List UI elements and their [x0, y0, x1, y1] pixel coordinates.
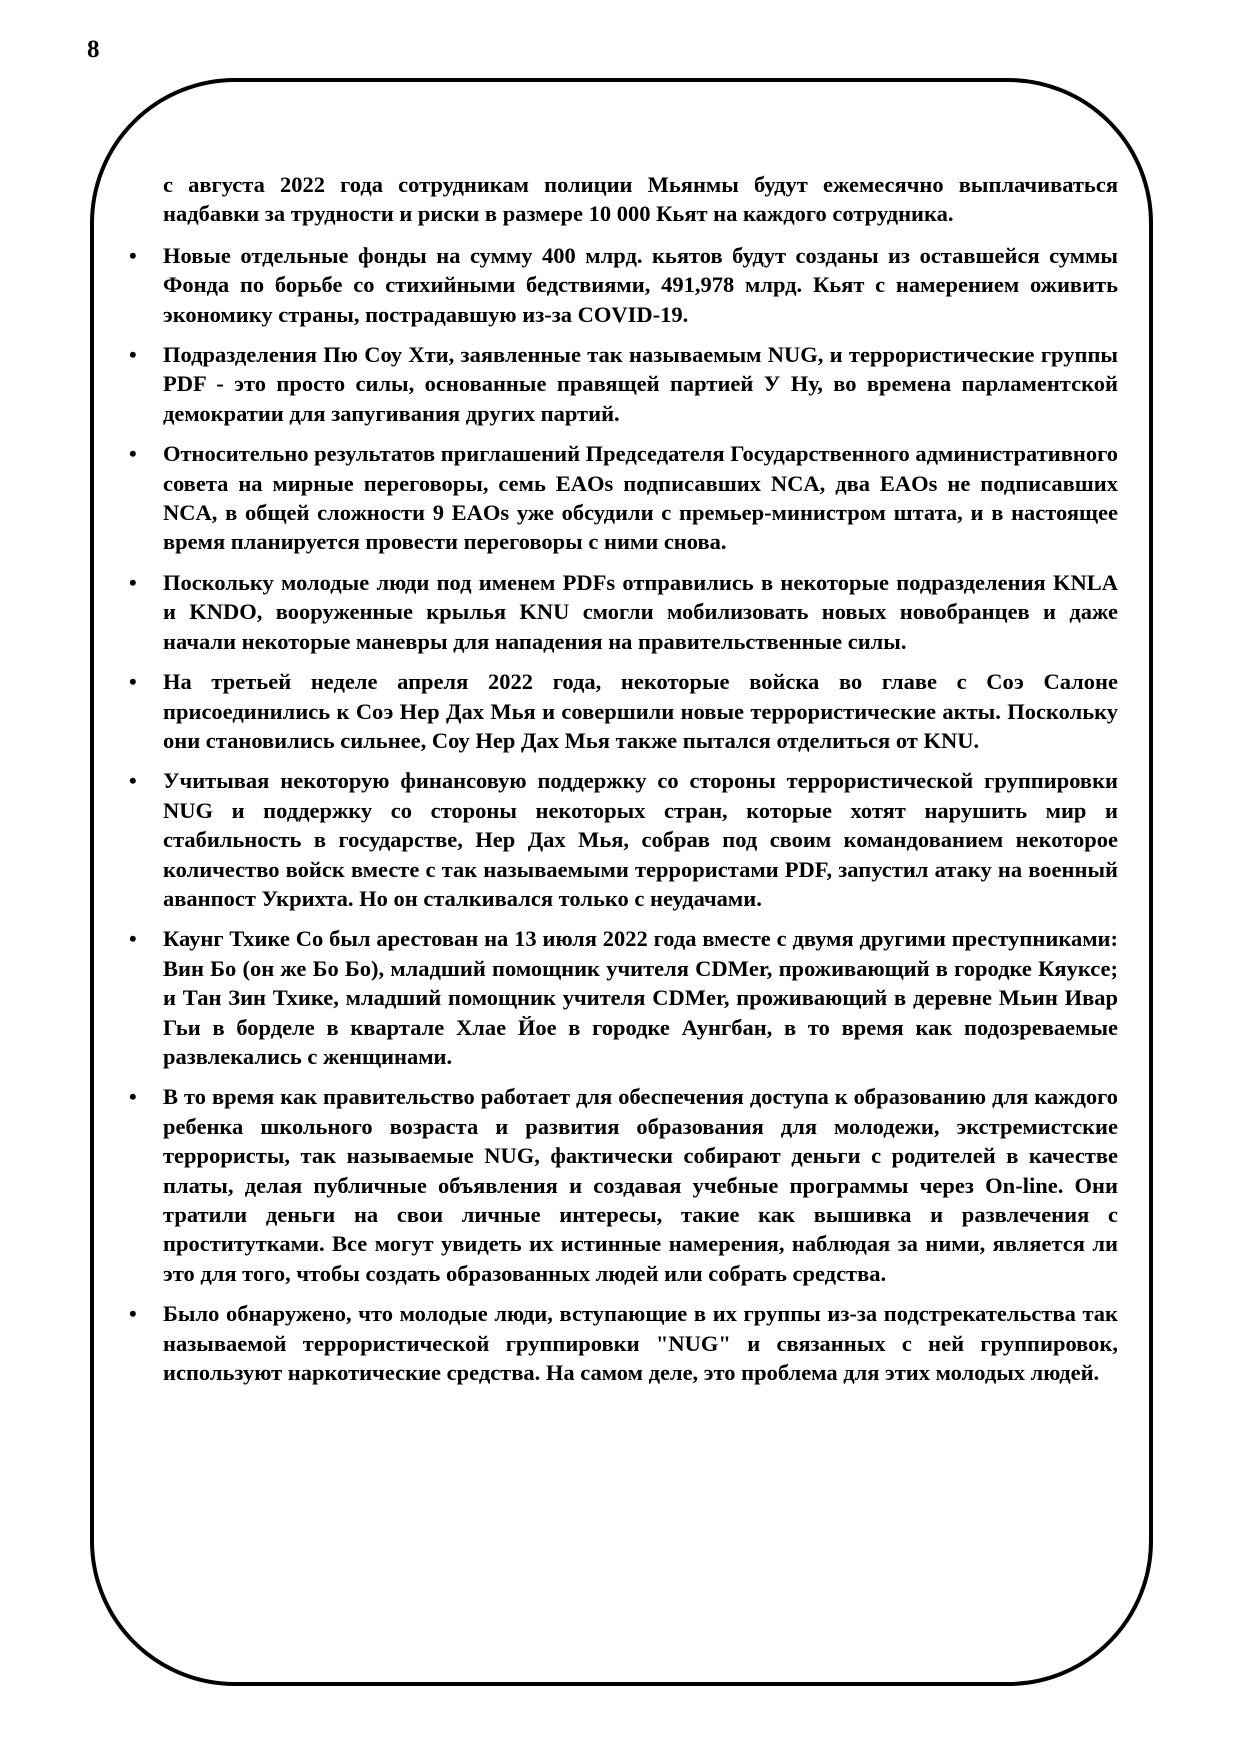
- bullet-item: [129, 241, 1118, 329]
- bullet-item: [129, 924, 1118, 1071]
- bullet-marker: •: [129, 669, 137, 695]
- bullet-text: В то время как правительство работает для обеспечения доступа к образованию для каждого ребенка школьного возраста и развития образования для молодежи, экстремистские террористы, так называемые NUG, фактически собирают деньги с родителей в качестве платы, делая публичные объявления и создавая учебные программы через On-line. Они тратили деньги на свои личные интересы, такие как вышивка и развлечения с проститутками. Все могут увидеть их истинные намерения, наблюдая за ними, является ли это для того, чтобы создать образованных людей или собрать средства.: [163, 1084, 1118, 1286]
- bullet-marker: •: [129, 1301, 137, 1327]
- bullet-marker: •: [129, 342, 137, 368]
- bullet-marker: •: [129, 242, 137, 268]
- bullet-list: [129, 241, 1118, 1388]
- bullet-marker: •: [129, 768, 137, 794]
- bullet-item: [129, 340, 1118, 428]
- bullet-marker: •: [129, 1084, 137, 1110]
- bullet-marker: •: [129, 441, 137, 467]
- bullet-item: [129, 568, 1118, 656]
- bullet-marker: •: [129, 926, 137, 952]
- bullet-text: Было обнаружено, что молодые люди, вступающие в их группы из-за подстрекательства так называемой террористической группировки "NUG" и связанных с ней группировок, используют наркотические средства. На самом деле, это проблема для этих молодых людей.: [163, 1301, 1118, 1386]
- bullet-text: Подразделения Пю Соу Хти, заявленные так называемым NUG, и террористические группы PDF - это просто силы, основанные правящей партией У Ну, во времена парламентской демократии для запугивания других партий.: [163, 342, 1118, 426]
- bullet-text: Относительно результатов приглашений Председателя Государственного административного совета на мирные переговоры, семь EAOs подписавших NCA, два EAOs не подписавших NCA, в общей сложности 9 EAOs уже обсудили с премьер-министром штата, и в настоящее время планируется провести переговоры с ними снова.: [163, 441, 1118, 555]
- bullet-text: Поскольку молодые люди под именем PDFs отправились в некоторые подразделения KNLA и KNDO, вооруженные крылья KNU смогли мобилизовать новых новобранцев и даже начали некоторые маневры для нападения на правительственные силы.: [163, 569, 1118, 654]
- bullet-marker: •: [129, 569, 137, 595]
- bullet-text: На третьей неделе апреля 2022 года, некоторые войска во главе с Соэ Салоне присоединились к Соэ Нер Дах Мья и совершили новые террористические акты. Поскольку они становились сильнее, Соу Нер Дах Мья также пытался отделиться от KNU.: [163, 669, 1118, 753]
- lead-paragraph: с августа 2022 года сотрудникам полиции Мьянмы будут ежемесячно выплачиваться надбавки за трудности и риски в размере 10 000 Кьят на каждого сотрудника.: [163, 172, 1118, 227]
- bullet-text: Каунг Тхике Со был арестован на 13 июля 2022 года вместе с двумя другими преступниками: Вин Бо (он же Бо Бо), младший помощник учителя CDMer, проживающий в городке Кяуксе; и Тан Зин Тхике, младший помощник учителя CDMer, проживающий в деревне Мьин Ивар Гьи в борделе в квартале Хлае Йое в городке Аунгбан, в то время как подозреваемые развлекались с женщинами.: [163, 926, 1118, 1069]
- bullet-text: Новые отдельные фонды на сумму 400 млрд. кьятов будут созданы из оставшейся суммы Фонда по борьбе со стихийными бедствиями, 491,978 млрд. Кьят с намерением оживить экономику страны, пострадавшую из-за COVID-19.: [163, 242, 1118, 327]
- bullet-item: [129, 1082, 1118, 1288]
- bullet-text: Учитывая некоторую финансовую поддержку со стороны террористической группировки NUG и поддержку со стороны некоторых стран, которые хотят нарушить мир и стабильность в государстве, Нер Дах Мья, собрав под своим командованием некоторое количество войск вместе с так называемыми террористами PDF, запустил атаку на военный аванпост Укрихта. Но он сталкивался только с неудачами.: [163, 768, 1118, 911]
- bullet-item: [129, 667, 1118, 755]
- bullet-item: [129, 1299, 1118, 1387]
- bullet-item: [129, 766, 1118, 913]
- document-body: [129, 170, 1118, 1387]
- bullet-item: [129, 439, 1118, 557]
- page-number: 8: [87, 36, 100, 63]
